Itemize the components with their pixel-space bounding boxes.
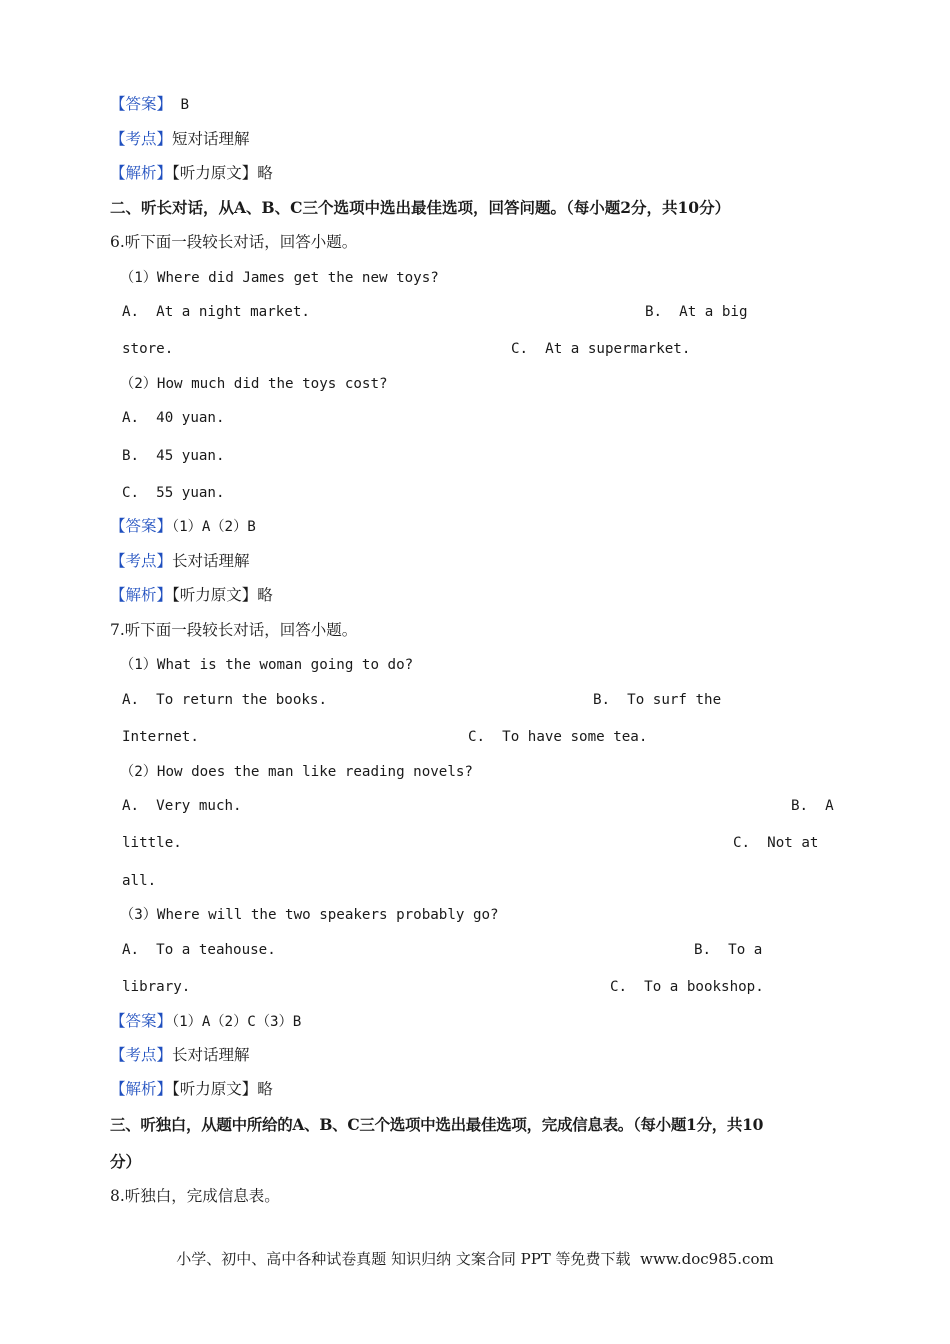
section3-title-cont: 分） <box>110 1152 142 1171</box>
q5-analysis: 【解析】【听力原文】略 <box>110 164 273 182</box>
q5-point: 【考点】短对话理解 <box>110 130 250 148</box>
q6-s1-question: （1）Where did James get the new toys? <box>120 270 439 286</box>
q7-analysis: 【解析】【听力原文】略 <box>110 1080 273 1098</box>
q7-s2-question: （2）How does the man like reading novels? <box>120 764 473 780</box>
footer-watermark: 小学、初中、高中各种试卷真题 知识归纳 文案合同 PPT 等免费下载 www.doc985.com <box>176 1250 774 1268</box>
q7-s1-option-c: C. To have some tea. <box>468 729 648 745</box>
q6-s1-option-c: C. At a supermarket. <box>511 341 691 357</box>
q6-stem: 6.听下面一段较长对话，回答小题。 <box>110 233 358 251</box>
q6-s1-option-a: A. At a night market. <box>122 304 310 320</box>
q6-analysis: 【解析】【听力原文】略 <box>110 586 273 604</box>
q7-s3-question: （3）Where will the two speakers probably go? <box>120 907 499 923</box>
q7-s2-option-a: A. Very much. <box>122 798 242 814</box>
q6-s2-option-b: B. 45 yuan. <box>122 448 225 464</box>
q6-s2-question: （2）How much did the toys cost? <box>120 376 388 392</box>
q7-s2-option-c-cont: all. <box>122 873 157 889</box>
q7-s1-option-a: A. To return the books. <box>122 692 327 708</box>
q7-s1-option-b-cont: Internet. <box>122 729 199 745</box>
q7-s2-option-b-cont: little. <box>122 835 182 851</box>
q7-s1-question: （1）What is the woman going to do? <box>120 657 414 673</box>
section3-title: 三、听独白，从题中所给的A、B、C三个选项中选出最佳选项，完成信息表。（每小题1分，共10 <box>110 1115 764 1134</box>
section2-title: 二、听长对话，从A、B、C三个选项中选出最佳选项，回答问题。（每小题2分，共10分） <box>110 198 731 217</box>
q7-point: 【考点】长对话理解 <box>110 1046 250 1064</box>
q6-answer: 【答案】（1）A（2）B <box>110 517 256 535</box>
q7-s1-option-b: B. To surf the <box>593 692 722 708</box>
q6-s2-option-c: C. 55 yuan. <box>122 485 225 501</box>
q7-s3-option-b-cont: library. <box>122 979 191 995</box>
q8-stem: 8.听独白，完成信息表。 <box>110 1187 280 1205</box>
q7-s3-option-a: A. To a teahouse. <box>122 942 276 958</box>
q7-s2-option-c: C. Not at <box>733 835 819 851</box>
q6-s2-option-a: A. 40 yuan. <box>122 410 225 426</box>
q7-s2-option-b: B. A <box>791 798 834 814</box>
q7-stem: 7.听下面一段较长对话，回答小题。 <box>110 621 358 639</box>
q6-s1-option-b: B. At a big <box>645 304 748 320</box>
q7-s3-option-c: C. To a bookshop. <box>610 979 764 995</box>
q6-s1-option-b-cont: store. <box>122 341 174 357</box>
q5-answer: 【答案】 B <box>110 95 190 113</box>
q7-answer: 【答案】（1）A（2）C（3）B <box>110 1012 302 1030</box>
q7-s3-option-b: B. To a <box>694 942 763 958</box>
q6-point: 【考点】长对话理解 <box>110 552 250 570</box>
